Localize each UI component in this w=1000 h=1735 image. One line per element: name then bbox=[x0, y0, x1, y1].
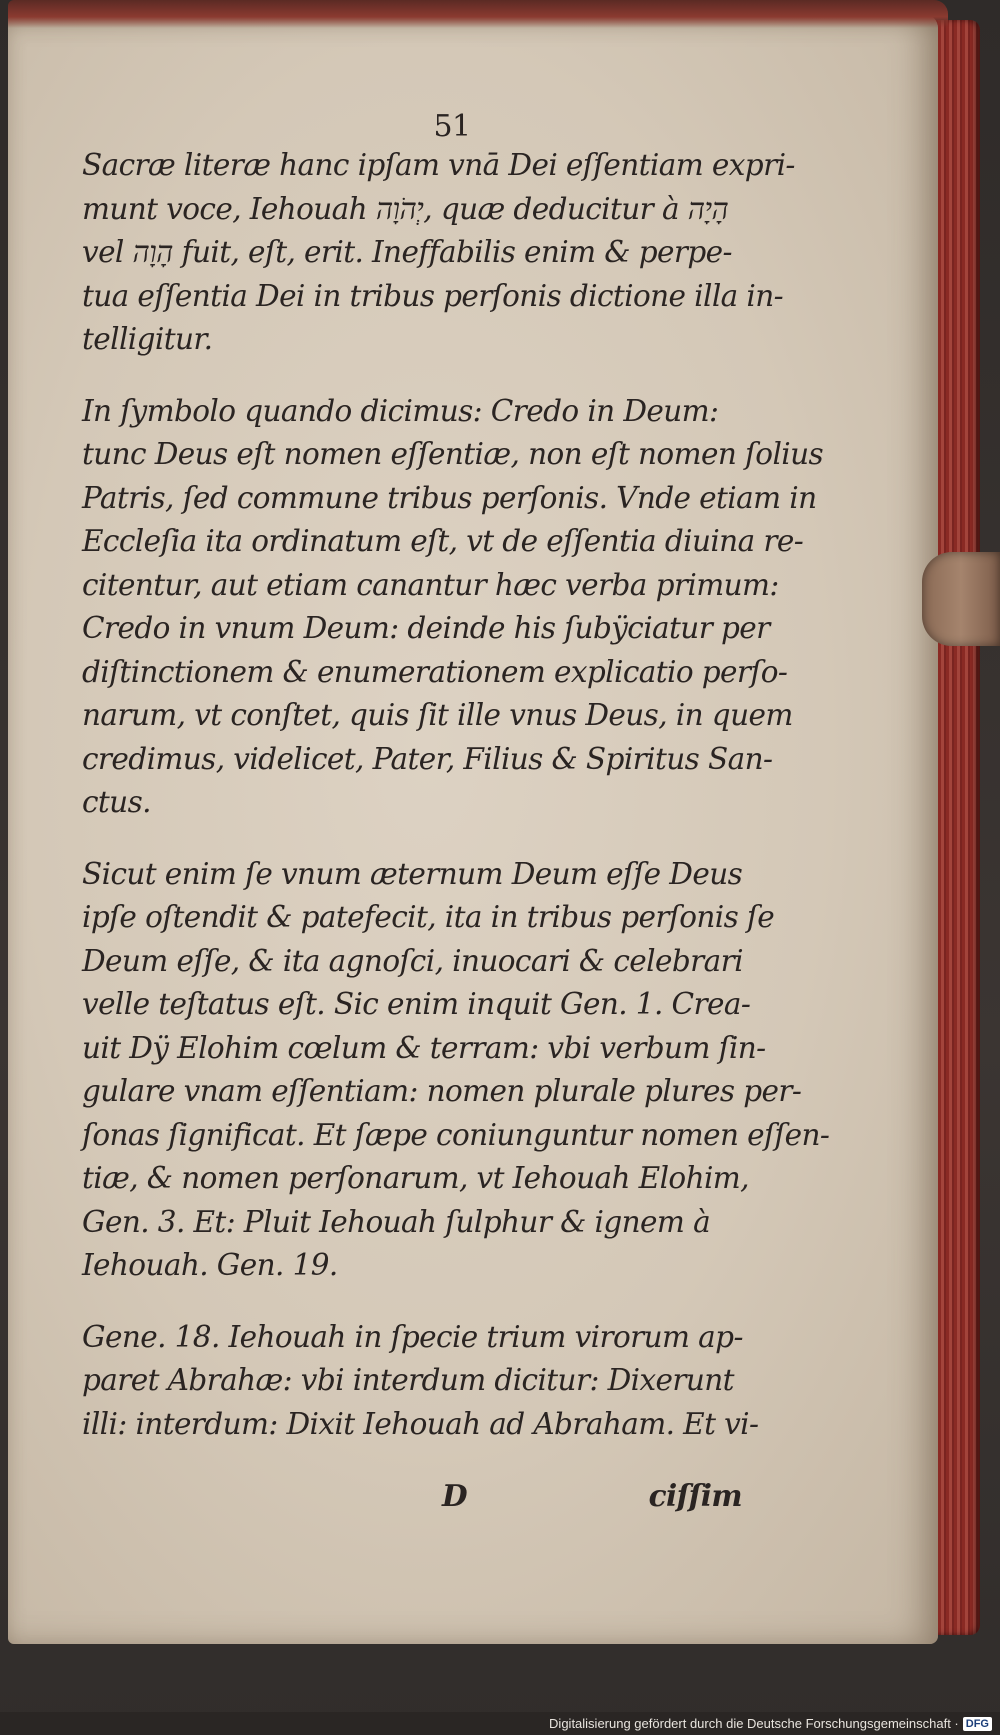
digitization-credit-bar bbox=[0, 1712, 1000, 1735]
text-line: Sicut enim ſe vnum æternum Deum eſſe Deus bbox=[82, 856, 743, 891]
text-line: Deum eſſe, & ita agnoſci, inuocari & celebrari bbox=[82, 943, 743, 978]
text-line: vel הָוָה fuit, eſt, erit. Ineffabilis enim & perpe- bbox=[82, 235, 732, 269]
text-line: ipſe oſtendit & patefecit, ita in tribus perſonis ſe bbox=[82, 900, 775, 934]
paragraph bbox=[82, 144, 795, 362]
text-line: citentur, aut etiam canantur hæc verba primum: bbox=[82, 567, 779, 602]
text-line: illi: interdum: Dixit Iehouah ad Abraham. Et vi- bbox=[82, 1406, 759, 1441]
signature-mark: D bbox=[442, 1478, 467, 1513]
text-line: velle teſtatus eſt. Sic enim inquit Gen. 1. Crea- bbox=[82, 987, 751, 1021]
paragraphs bbox=[82, 144, 830, 1446]
page-top-binding bbox=[8, 0, 948, 28]
text-line: munt voce, Iehouah יְהֹוָה, quæ deducitur à הָיָה bbox=[82, 191, 729, 226]
digitization-credit: Digitalisierung gefördert durch die Deutsche Forschungsgemeinschaft · bbox=[549, 1716, 959, 1731]
text-line: tunc Deus eſt nomen eſſentiæ, non eſt nomen ſolius bbox=[82, 437, 824, 471]
page-footer bbox=[82, 1474, 742, 1518]
text-line: uit Dÿ Elohim cœlum & terram: vbi verbum ſin- bbox=[82, 1030, 766, 1065]
dfg-logo-icon: DFG bbox=[963, 1717, 992, 1731]
text-line: credimus, videlicet, Pater, Filius & Spiritus San- bbox=[82, 741, 773, 776]
text-line: Gene. 18. Iehouah in ſpecie trium virorum ap- bbox=[82, 1319, 743, 1354]
paragraph bbox=[82, 1316, 759, 1447]
text-line: Eccleſia ita ordinatum eſt, vt de eſſentia diuina re- bbox=[82, 524, 804, 558]
text-line: diſtinctionem & enumerationem explicatio perſo- bbox=[82, 654, 788, 689]
text-line: ctus. bbox=[82, 785, 151, 819]
text-line: tiæ, & nomen perſonarum, vt Iehouah Elohim, bbox=[82, 1161, 749, 1195]
text-line: tua eſſentia Dei in tribus perſonis dictione illa in- bbox=[82, 278, 784, 313]
text-line: gulare vnam eſſentiam: nomen plurale plures per- bbox=[82, 1074, 802, 1108]
page-number: 51 bbox=[433, 109, 471, 144]
catchword: ciſſim bbox=[648, 1478, 742, 1513]
paragraph bbox=[82, 853, 830, 1288]
text-line: Patris, ſed commune tribus perſonis. Vnde etiam in bbox=[82, 480, 817, 515]
paragraph bbox=[82, 390, 824, 825]
text-line: Iehouah. Gen. 19. bbox=[82, 1248, 338, 1282]
text-line: ſonas ſignificat. Et ſæpe coniunguntur nomen eſſen- bbox=[82, 1117, 830, 1152]
text-line: Gen. 3. Et: Pluit Iehouah ſulphur & ignem à bbox=[82, 1204, 711, 1239]
text-line: Credo in vnum Deum: deinde his ſubÿciatur per bbox=[82, 611, 770, 645]
page-text bbox=[82, 109, 830, 1518]
text-line: In ſymbolo quando dicimus: Credo in Deum: bbox=[82, 393, 719, 428]
text-line: narum, vt conſtet, quis ſit ille vnus Deus, in quem bbox=[82, 698, 793, 732]
text-line: Sacræ literæ hanc ipſam vnā Dei eſſentiam expri- bbox=[82, 148, 795, 182]
text-line: paret Abrahæ: vbi interdum dicitur: Dixerunt bbox=[82, 1363, 734, 1397]
text-line: telligitur. bbox=[82, 322, 213, 356]
bookmark-ribbon bbox=[922, 552, 1000, 646]
